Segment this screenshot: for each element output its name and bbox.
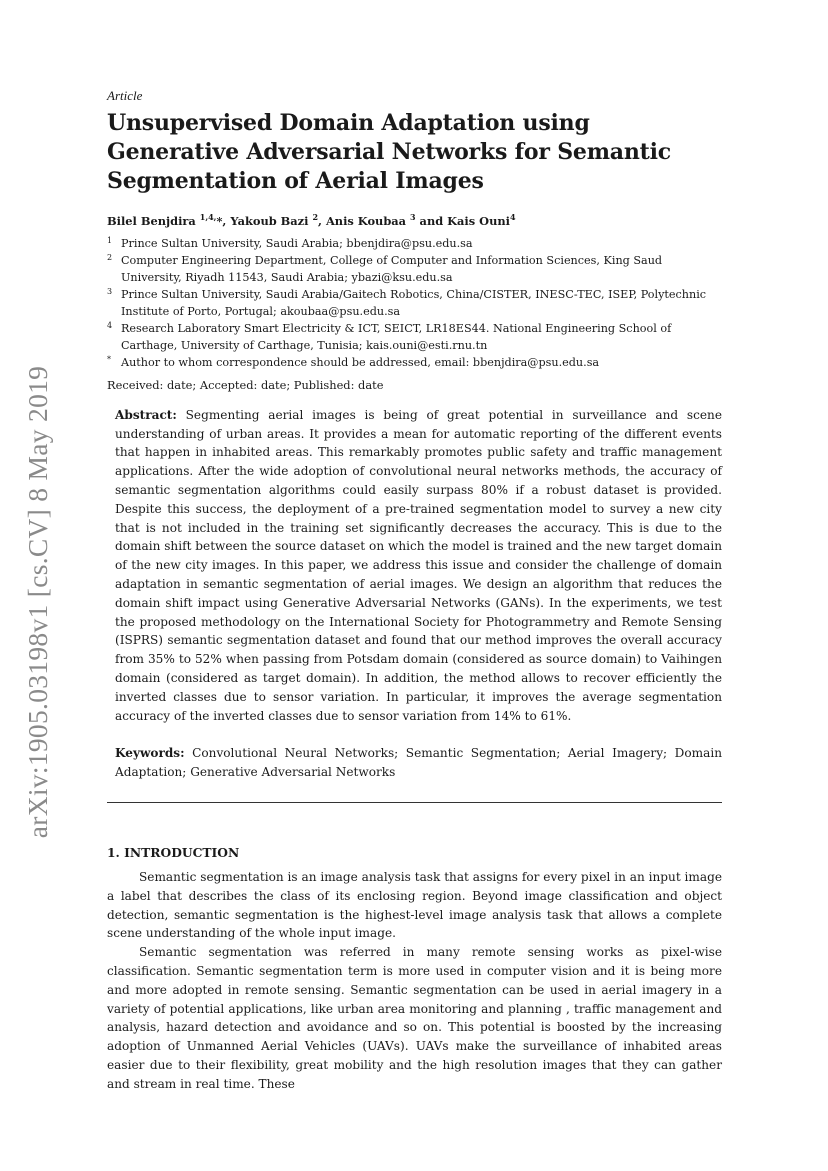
keywords-label: Keywords: — [115, 746, 185, 761]
affiliation-text: Prince Sultan University, Saudi Arabia; bbenjdira@psu.edu.sa — [121, 236, 473, 250]
affiliation-number: 1 — [107, 235, 113, 245]
author-affiliation-mark: 3 — [410, 212, 416, 222]
section-heading: 1. INTRODUCTION — [107, 844, 240, 860]
keywords — [115, 744, 722, 782]
paper-title: Unsupervised Domain Adaptation using Generative Adversarial Networks for Semantic Segmentation of Aerial Images — [107, 110, 671, 194]
received-dates: Received: date; Accepted: date; Published: date — [107, 377, 384, 392]
author-name: Anis Koubaa — [325, 213, 411, 228]
correspondence-note: Author to whom correspondence should be addressed, email: bbenjdira@psu.edu.sa — [121, 355, 600, 369]
affiliation-text: Research Laboratory Smart Electricity & ICT, SEICT, LR18ES44. National Engineering School of Carthage, University of Carthage, Tunisia; kais.ouni@esti.rnu.tn — [121, 321, 672, 352]
paper-page — [107, 88, 722, 1094]
affiliation-number: 3 — [107, 286, 113, 296]
affiliation-item — [107, 286, 722, 320]
section-divider — [107, 802, 722, 803]
arxiv-identifier: arXiv:1905.03198v1 [cs.CV] 8 May 2019 — [22, 365, 53, 839]
author-list — [107, 212, 722, 228]
abstract-text: Segmenting aerial images is being of great potential in surveillance and scene understanding of urban areas. It provides a mean for automatic reporting of the different events that happen in inhabited areas. This remarkably promotes public safety and traffic management applications. After the wide adoption of convolutional neural networks methods, the accuracy of semantic segmentation algorithms could easily surpass 80% if a robust dataset is provided. Despite this success, the deployment of a pre-trained segmentation model to survey a new city that is not included in the training set significantly decreases the accuracy. This is due to the domain shift between the source dataset on which the model is trained and the new target domain of the new city images. In this paper, we address this issue and consider the challenge of domain adaptation in semantic segmentation of aerial images. We design an algorithm that reduces the domain shift impact using Generative Adversarial Networks (GANs). In the experiments, we test the proposed methodology on the International Society for Photogrammetry and Remote Sensing (ISPRS) semantic segmentation dataset and found that our method improves the overall accuracy from 35% to 52% when passing from Potsdam domain (considered as source domain) to Vaihingen domain (considered as target domain). In addition, the method allows to recover efficiently the inverted classes due to sensor variation. In particular, it improves the average segmentation accuracy of the inverted classes due to sensor variation from 14% to 61%. — [115, 407, 722, 723]
author-separator: , — [318, 213, 326, 228]
affiliation-text: Computer Engineering Department, College of Computer and Information Sciences, King Saud University, Riyadh 11543, Saudi Arabia; ybazi@ksu.edu.sa — [121, 253, 663, 284]
abstract-label: Abstract: — [115, 407, 177, 422]
affiliation-item — [107, 354, 722, 371]
author-separator: *, — [216, 213, 231, 228]
keywords-text: Convolutional Neural Networks; Semantic Segmentation; Aerial Imagery; Domain Adaptation; Generative Adversarial Networks — [115, 746, 722, 780]
affiliation-item — [107, 235, 722, 252]
author-affiliation-mark: 1,4, — [199, 212, 217, 222]
author-name: Kais Ouni — [447, 213, 510, 228]
author-separator: and — [415, 213, 448, 228]
affiliation-list — [107, 235, 722, 371]
affiliation-number: 4 — [107, 320, 113, 330]
author-name: Yakoub Bazi — [230, 213, 313, 228]
author-name: Bilel Benjdira — [107, 213, 200, 228]
affiliation-number: * — [107, 354, 111, 364]
abstract — [115, 406, 722, 726]
author-affiliation-mark: 4 — [509, 212, 516, 222]
body-paragraph: Semantic segmentation was referred in many remote sensing works as pixel-wise classification. Semantic segmentation term is more used in computer vision and it is being more and more adopted in remote sensing. Semantic segmentation can be used in aerial imagery in a variety of potential applications, like urban area monitoring and planning , traffic management and analysis, hazard detection and avoidance and so on. This potential is boosted by the increasing adoption of Unmanned Aerial Vehicles (UAVs). UAVs make the surveillance of inhabited areas easier due to their flexibility, great mobility and the high resolution images that they can gather and stream in real time. These — [107, 945, 722, 1091]
author-affiliation-mark: 2 — [312, 212, 319, 222]
body-paragraph: Semantic segmentation is an image analysis task that assigns for every pixel in an input image a label that describes the class of its enclosing region. Beyond image classification and object detection, semantic segmentation is the highest-level image analysis task that allows a complete scene understanding of the whole input image. — [107, 869, 722, 941]
article-type: Article — [107, 88, 143, 103]
affiliation-text: Prince Sultan University, Saudi Arabia/Gaitech Robotics, China/CISTER, INESC-TEC, ISEP, Polytechnic Institute of Porto, Portugal; akoubaa@psu.edu.sa — [121, 287, 707, 318]
affiliation-item — [107, 252, 722, 286]
affiliation-number: 2 — [107, 252, 113, 262]
affiliation-item — [107, 320, 722, 354]
